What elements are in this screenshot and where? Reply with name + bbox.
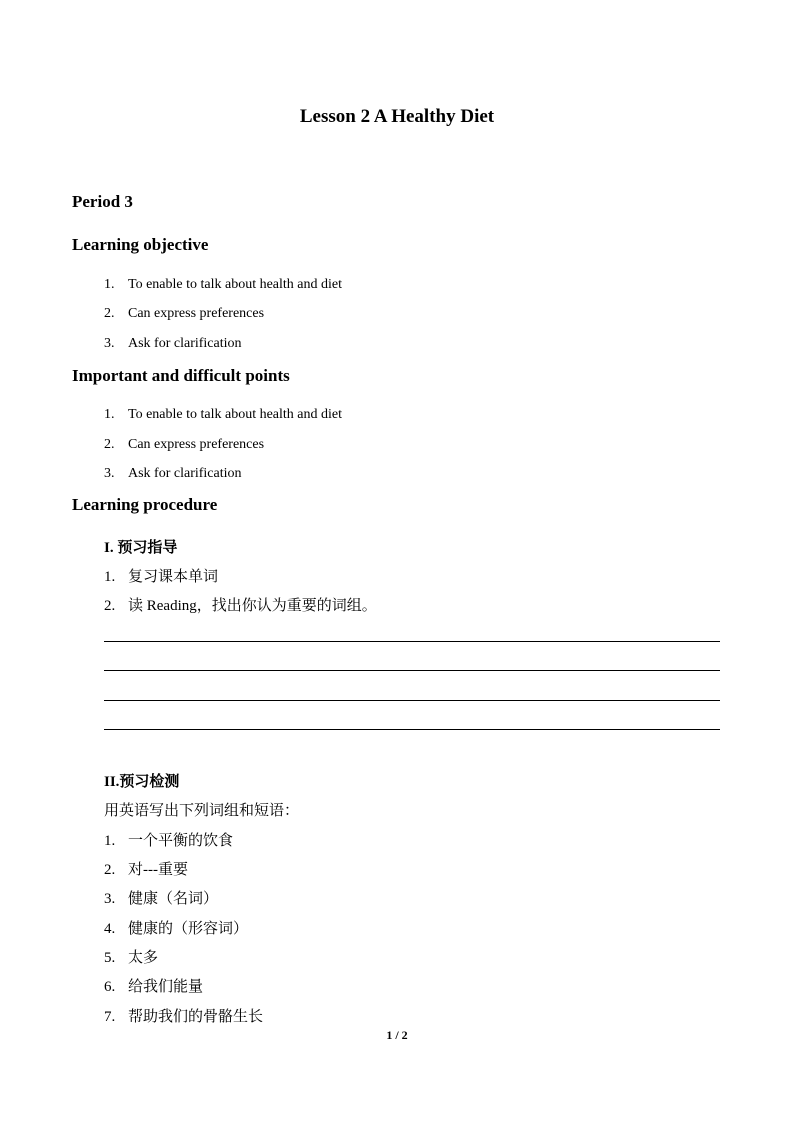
check-item-5: 5. 太多 <box>104 950 159 966</box>
guide-item-1: 1. 复习课本单词 <box>104 569 219 585</box>
learning-procedure-heading: Learning procedure <box>72 495 218 514</box>
objective-item-1: 1. To enable to talk about health and diet <box>104 277 343 292</box>
check-item-1: 1. 一个平衡的饮食 <box>104 833 234 849</box>
check-instruction: 用英语写出下列词组和短语： <box>104 803 300 819</box>
check-item-6: 6. 给我们能量 <box>104 979 204 995</box>
important-item-2: 2. Can express preferences <box>104 437 265 452</box>
answer-line[interactable] <box>104 641 720 642</box>
check-item-2: 2. 对---重要 <box>104 862 188 878</box>
check-item-3: 3. 健康（名词） <box>104 891 219 907</box>
period-heading: Period 3 <box>72 192 133 211</box>
guide-item-2: 2. 读 Reading，找出你认为重要的词组。 <box>104 598 377 614</box>
important-item-3: 3. Ask for clarification <box>104 466 242 481</box>
check-item-7: 7. 帮助我们的骨骼生长 <box>104 1009 264 1025</box>
preview-guide-heading: I. 预习指导 <box>104 540 178 556</box>
objective-item-2: 2. Can express preferences <box>104 306 265 321</box>
important-points-heading: Important and difficult points <box>72 366 290 385</box>
answer-line[interactable] <box>104 729 720 730</box>
preview-check-heading: II.预习检测 <box>104 774 180 790</box>
page-title: Lesson 2 A Healthy Diet <box>299 106 495 127</box>
important-item-1: 1. To enable to talk about health and diet <box>104 407 343 422</box>
page-number: 1 / 2 <box>386 1028 408 1042</box>
learning-objective-heading: Learning objective <box>72 235 209 254</box>
check-item-4: 4. 健康的（形容词） <box>104 921 249 937</box>
answer-line[interactable] <box>104 670 720 671</box>
objective-item-3: 3. Ask for clarification <box>104 336 242 351</box>
answer-line[interactable] <box>104 700 720 701</box>
